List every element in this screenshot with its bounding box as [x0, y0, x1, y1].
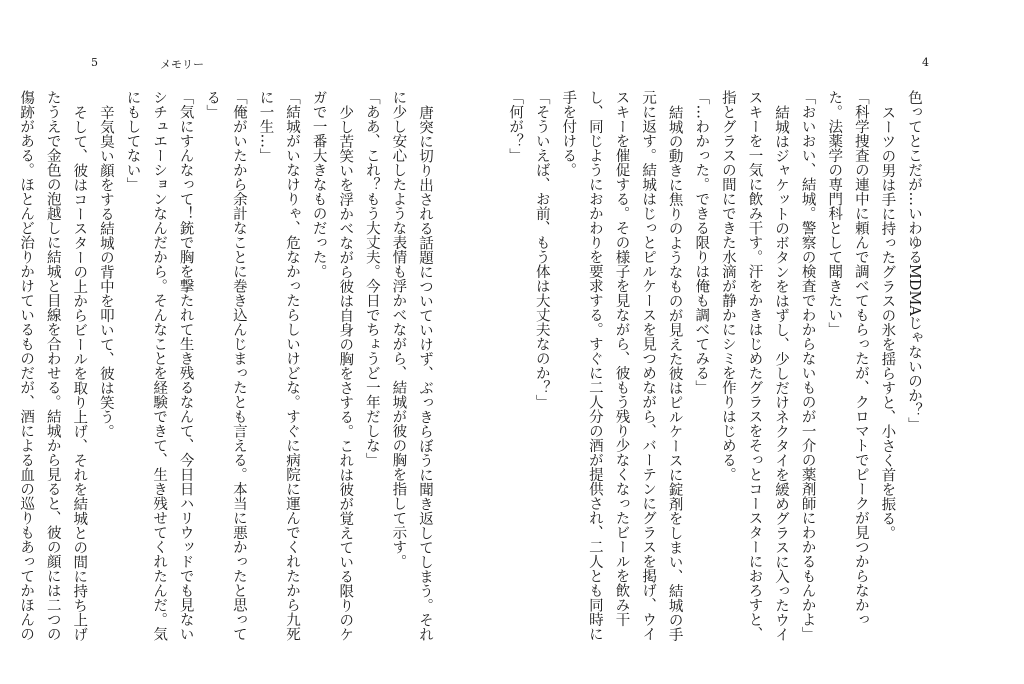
paragraph: 「ああ、これ？もう大丈夫。今日でちょうど一年だしな」 [363, 90, 380, 467]
paragraph: そして、彼はコースターの上からビールを取り上げ、それを結城との間に持ち上げたうえで金色の泡越しに結城と目線を合わせる。結城から見ると、彼の顔には二つの傷跡がある。ほとんど治りかけているものだが、酒による血の巡りもあってかほんの [18, 90, 88, 641]
right-page-text [507, 90, 927, 650]
paragraph: 結城の動きに焦りのようなものが見えた彼はピルケースに錠剤をしまい、結城の手元に返す。結城はじっとピルケースを見つめながら、バーテンにグラスを掲げ、ウイスキーを催促する。その様子を見ながら、彼もう残り少なくなったビールを飲み干し、同じようにおかわりを要求する。すぐに二人分の酒が提供され、二人とも同時に手を付ける。 [560, 90, 683, 641]
paragraph: 「俺がいたから余計なことに巻き込んじまったとも言える。本当に悪かったと思ってる」 [204, 90, 247, 641]
paragraph: 「…わかった。できる限りは俺も調べてみる」 [693, 90, 710, 395]
right-page [507, 0, 1024, 684]
paragraph: 「おいおい、結城。警察の検査でわからないものが一介の薬剤師にわかるもんかよ」 [799, 90, 816, 641]
paragraph: 唐突に切り出される話題についていけず、ぶっきらぼうに聞き返してしまう。それに少し安心したような表情も浮かべながら、結城が彼の胸を指して示す。 [390, 90, 433, 641]
left-page-text [18, 90, 438, 650]
paragraph: 「気にすんなって！銃で胸を撃たれて生き残るなんて、今日日ハリウッドでも見ないシチュエーションなんだから。そんなことを経験できて、生き残せてくれたんだ。気にもしてない」 [124, 90, 194, 641]
running-header: メモリー [160, 58, 204, 71]
paragraph: スーツの男は手に持ったグラスの氷を揺らすと、小さく首を振る。 [879, 104, 896, 540]
paragraph: 「科学捜査の連中に頼んで調べてもらったが、クロマトでピークが見つからなかった。法薬学の専門科として聞きたい」 [826, 90, 869, 627]
paragraph: 辛気臭い顔をする結城の背中を叩いて、彼は笑う。 [97, 104, 114, 438]
paragraph: 「結城がいなけりゃ、危なかったらしいけどな。すぐに病院に運んでくれたから九死に一生…」 [257, 90, 301, 641]
page-number-right: 4 [922, 56, 929, 69]
paragraph: 「そういえば、お前、もう体は大丈夫なのか？」 [533, 90, 550, 409]
paragraph: 色ってとこだが…いわゆるMDMAじゃないのか？」 [906, 90, 922, 432]
paragraph: 「何が？」 [507, 90, 524, 163]
page-number-left: 5 [91, 56, 98, 69]
paragraph: 少し苦笑いを浮かべながら彼は自身の胸をさする。これは彼が覚えている限りのケガで一番大きなものだった。 [310, 90, 354, 641]
paragraph: 結城はジャケットのボタンをはずし、少しだけネクタイを緩めグラスに入ったウイスキーを一気に飲み干す。汗をかきはじめたグラスをそっとコースターにおろすと、指とグラスの間にできた水滴が静かにシミを作りはじめる。 [719, 90, 790, 641]
